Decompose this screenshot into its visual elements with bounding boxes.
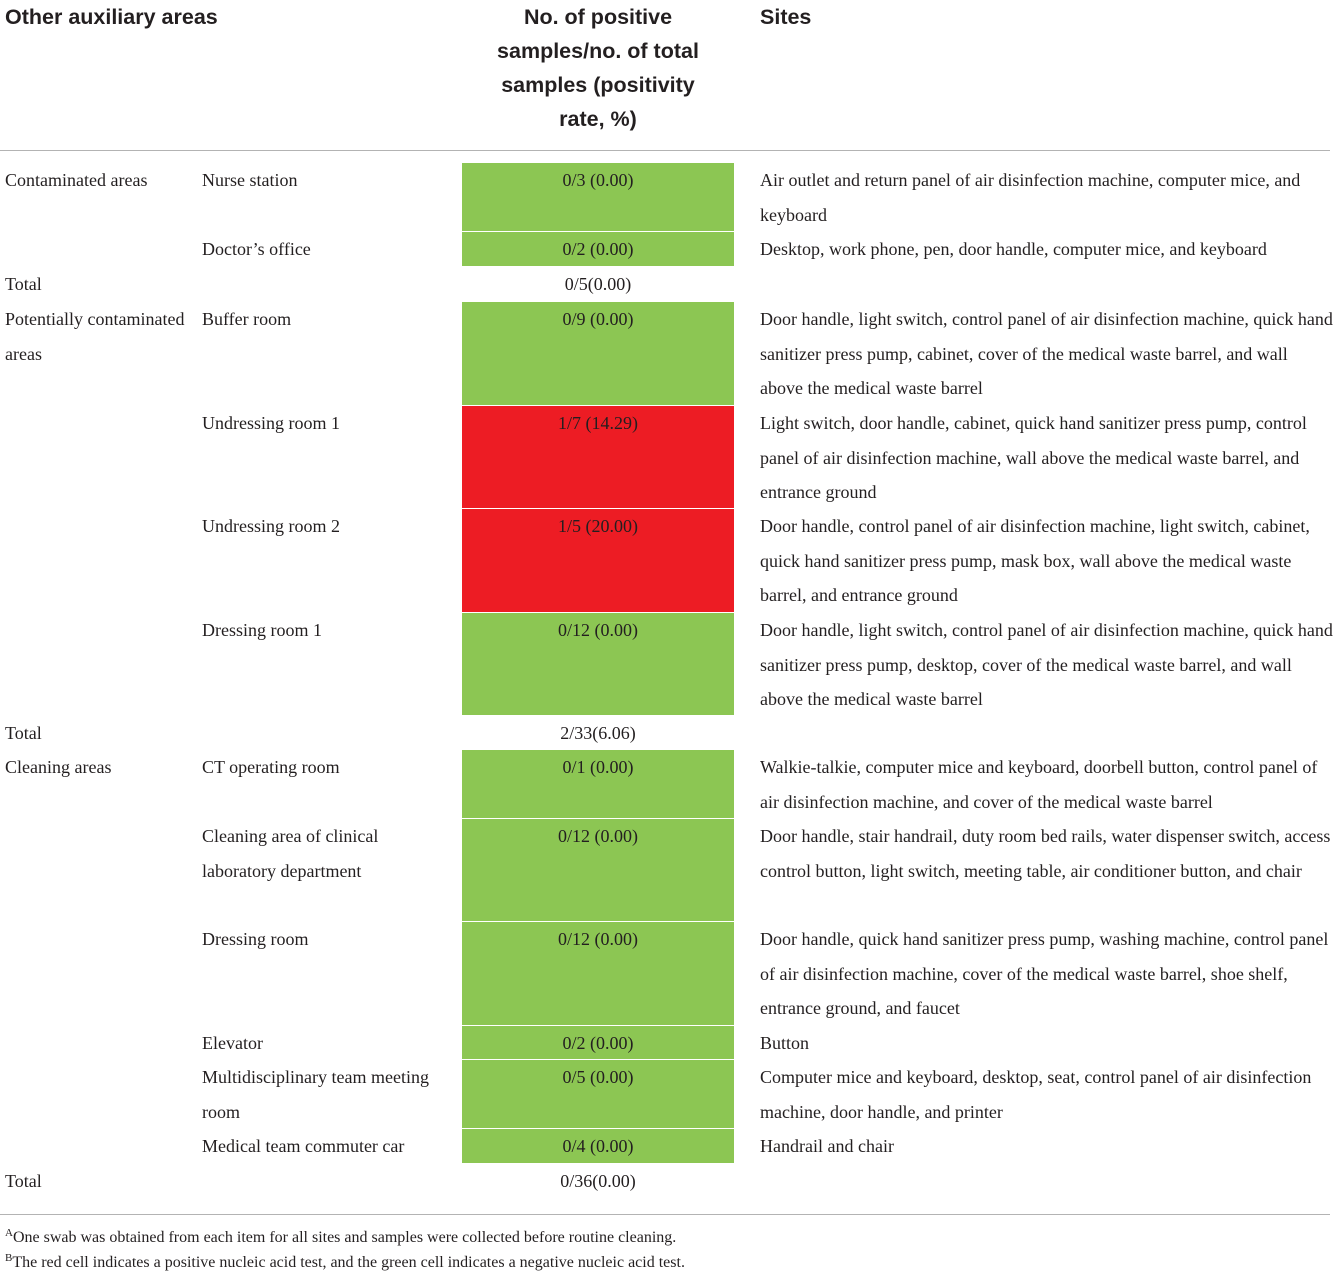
table-row [0,509,1334,613]
table-row [0,922,1334,1026]
header-positivity: No. of positive samples/no. of total samples (positivity rate, %) [497,5,699,131]
table-row [0,750,1334,819]
table-row [0,1060,1334,1129]
header-sites: Sites [760,5,812,29]
table-row [0,302,1334,406]
area-label: Contaminated areas [5,170,148,190]
room-label: Medical team commuter car [202,1136,405,1156]
total-row [0,716,1334,750]
room-label: Undressing room 2 [202,516,340,536]
positivity-value: 0/2 (0.00) [562,239,634,259]
header-area: Other auxiliary areas [5,5,218,29]
sites-text: Walkie-talkie, computer mice and keyboard, doorbell button, control panel of air disinfection machine, and cover of the medical waste barrel [760,757,1318,812]
area-label: Cleaning areas [5,757,112,777]
table-row [0,819,1334,922]
sites-text: Button [760,1033,810,1053]
table-row [0,1129,1334,1164]
footnote-a: $^A$One swab was obtained from each item for all sites and samples were collected before routine cleaning. [5,1227,677,1246]
sites-text: Door handle, light switch, control panel of air disinfection machine, quick hand sanitizer press pump, desktop, cover of the medical waste barrel, and wall above the medical waste barrel [760,620,1333,709]
table-row [0,406,1334,509]
room-label: Cleaning area of clinical laboratory department [202,826,379,881]
total-row [0,267,1334,302]
sites-text: Light switch, door handle, cabinet, quick hand sanitizer press pump, control panel of air disinfection machine, wall above the medical waste barrel, and entrance ground [760,413,1307,502]
positivity-value: 0/2 (0.00) [562,1033,634,1053]
room-label: Elevator [202,1033,263,1053]
sites-text: Door handle, light switch, control panel of air disinfection machine, quick hand sanitizer press pump, cabinet, cover of the medical waste barrel, and wall above the medical waste barrel [760,309,1333,398]
area-label: Potentially contaminated areas [5,309,185,364]
sites-text: Desktop, work phone, pen, door handle, computer mice, and keyboard [760,239,1267,259]
positivity-value: 0/5 (0.00) [562,1067,634,1087]
sites-text: Handrail and chair [760,1136,894,1156]
room-label: Buffer room [202,309,292,329]
area-label: Total [5,723,42,743]
positivity-value: 0/36(0.00) [560,1171,636,1191]
positivity-value: 0/1 (0.00) [562,757,634,777]
area-label: Total [5,274,42,294]
room-label: Multidisciplinary team meeting room [202,1067,429,1122]
room-label: CT operating room [202,757,340,777]
room-label: Dressing room [202,929,309,949]
positivity-value: 0/9 (0.00) [562,309,634,329]
room-label: Nurse station [202,170,298,190]
positivity-value: 0/5(0.00) [564,274,632,294]
table-row [0,232,1334,267]
room-label: Dressing room 1 [202,620,322,640]
header-rule [0,150,1330,151]
sites-text: Door handle, quick hand sanitizer press pump, washing machine, control panel of air disinfection machine, cover of the medical waste barrel, shoe shelf, entrance ground, and faucet [760,929,1329,1018]
table-row [0,163,1334,232]
sites-text: Door handle, stair handrail, duty room bed rails, water dispenser switch, access control button, light switch, meeting table, air conditioner button, and chair [760,826,1331,881]
sites-text: Air outlet and return panel of air disinfection machine, computer mice, and keyboard [760,170,1301,225]
footer-rule [0,1214,1330,1215]
total-row [0,1164,1334,1199]
sites-text: Door handle, control panel of air disinfection machine, light switch, cabinet, quick hand sanitizer press pump, mask box, wall above the medical waste barrel, and entrance ground [760,516,1310,605]
positivity-value: 0/3 (0.00) [562,170,634,190]
positivity-value: 0/4 (0.00) [562,1136,634,1156]
room-label: Doctor’s office [202,239,311,259]
table-row [0,1026,1334,1060]
footnote-b: $^B$The red cell indicates a positive nucleic acid test, and the green cell indicates a negative nucleic acid test. [5,1252,685,1271]
room-label: Undressing room 1 [202,413,340,433]
table-row [0,613,1334,716]
positivity-value: 0/12 (0.00) [558,620,638,640]
positivity-value: 1/7 (14.29) [558,413,638,433]
sites-text: Computer mice and keyboard, desktop, seat, control panel of air disinfection machine, door handle, and printer [760,1067,1312,1122]
positivity-value: 0/12 (0.00) [558,929,638,949]
positivity-value: 2/33(6.06) [560,723,636,743]
positivity-value: 0/12 (0.00) [558,826,638,846]
area-label: Total [5,1171,42,1191]
positivity-value: 1/5 (20.00) [558,516,638,536]
